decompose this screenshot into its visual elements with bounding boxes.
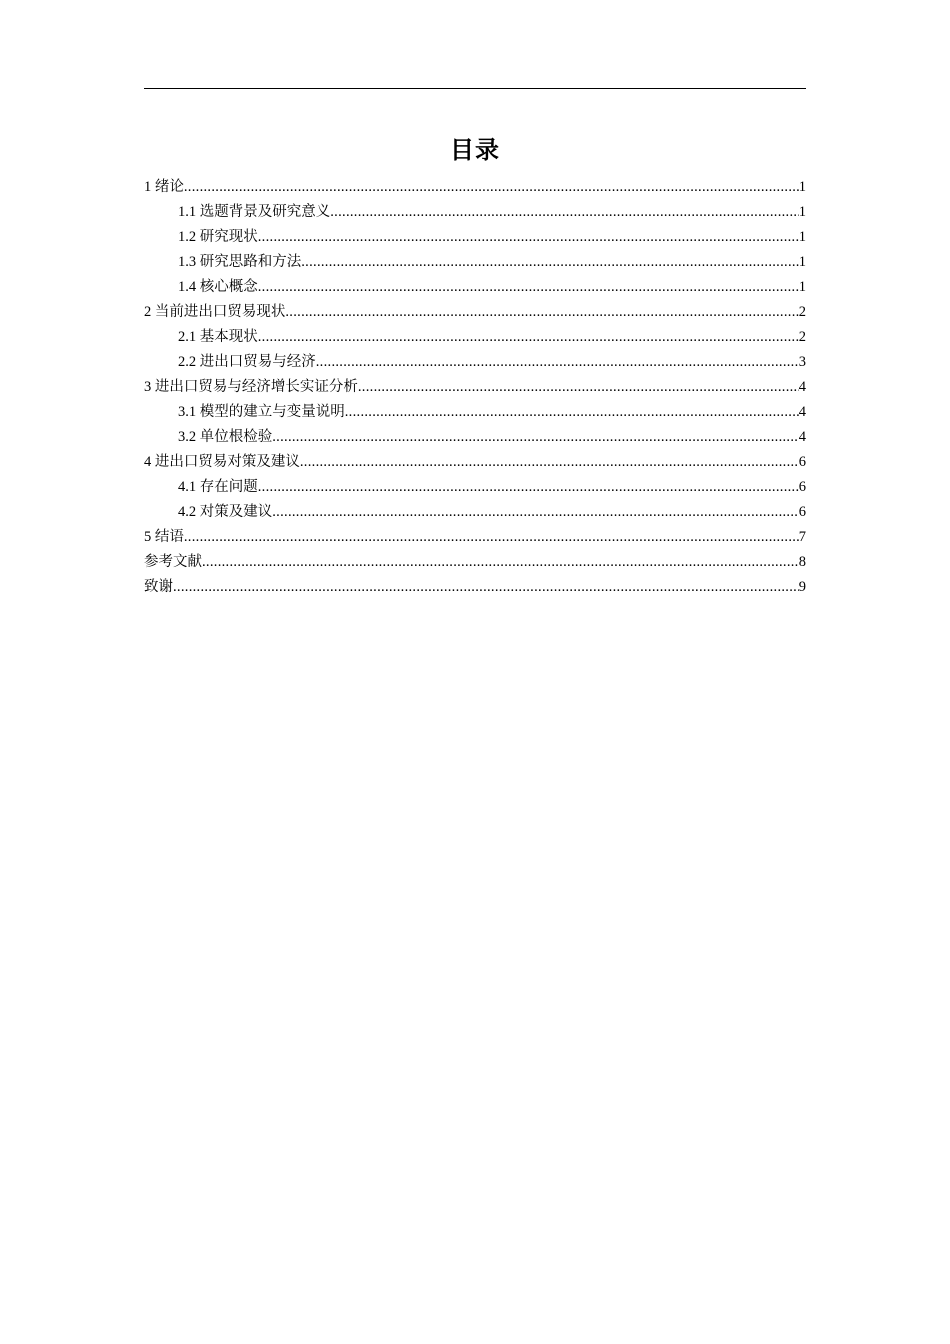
toc-page-number: 3 <box>798 354 806 370</box>
toc-entry-text: 2 当前进出口贸易现状 <box>144 304 286 320</box>
toc-dot-leader <box>272 500 799 525</box>
toc-entry-text: 1.4 核心概念 <box>178 279 258 295</box>
toc-entry-text: 1.1 选题背景及研究意义 <box>178 204 331 220</box>
toc-entry-1-2[interactable] <box>144 225 806 250</box>
toc-entry-text: 3 进出口贸易与经济增长实证分析 <box>144 379 358 395</box>
toc-page-number: 2 <box>798 304 806 320</box>
toc-page-number: 1 <box>798 179 806 195</box>
toc-list <box>144 175 806 600</box>
toc-page-number: 9 <box>798 579 806 595</box>
toc-entry-3[interactable] <box>144 375 806 400</box>
toc-page-number: 6 <box>798 479 806 495</box>
toc-entry-text: 4 进出口贸易对策及建议 <box>144 454 300 470</box>
header-rule <box>144 88 806 89</box>
toc-page-number: 7 <box>798 529 806 545</box>
toc-entry-1[interactable] <box>144 175 806 200</box>
toc-page-number: 1 <box>798 279 806 295</box>
toc-dot-leader <box>258 325 799 350</box>
toc-dot-leader <box>272 425 799 450</box>
toc-dot-leader <box>301 250 799 275</box>
toc-dot-leader <box>345 400 799 425</box>
toc-page-number: 2 <box>798 329 806 345</box>
toc-dot-leader <box>173 575 799 600</box>
toc-entry-text: 1.3 研究思路和方法 <box>178 254 302 270</box>
toc-dot-leader <box>258 475 799 500</box>
toc-page-number: 1 <box>798 204 806 220</box>
toc-dot-leader <box>358 375 799 400</box>
toc-dot-leader <box>258 225 799 250</box>
toc-title: 目录 <box>450 136 500 164</box>
toc-entry-3-2[interactable] <box>144 425 806 450</box>
toc-page-number: 1 <box>798 254 806 270</box>
toc-page-number: 6 <box>798 454 806 470</box>
toc-entry-1-3[interactable] <box>144 250 806 275</box>
toc-dot-leader <box>316 350 799 375</box>
toc-dot-leader <box>202 550 799 575</box>
toc-entry-text: 2.1 基本现状 <box>178 329 258 345</box>
toc-dot-leader <box>184 175 799 200</box>
toc-page-number: 6 <box>798 504 806 520</box>
toc-entry-text: 3.2 单位根检验 <box>178 429 273 445</box>
toc-dot-leader <box>300 450 799 475</box>
toc-page-number: 4 <box>798 404 806 420</box>
toc-entry-acknowledgements[interactable] <box>144 575 806 600</box>
toc-entry-4-1[interactable] <box>144 475 806 500</box>
toc-dot-leader <box>330 200 799 225</box>
toc-entry-1-1[interactable] <box>144 200 806 225</box>
toc-entry-text: 5 结语 <box>144 529 184 545</box>
toc-entry-1-4[interactable] <box>144 275 806 300</box>
toc-entry-text: 1.2 研究现状 <box>178 229 258 245</box>
toc-entry-text: 4.1 存在问题 <box>178 479 258 495</box>
toc-entry-3-1[interactable] <box>144 400 806 425</box>
toc-entry-text: 2.2 进出口贸易与经济 <box>178 354 316 370</box>
toc-entry-text: 3.1 模型的建立与变量说明 <box>178 404 345 420</box>
toc-dot-leader <box>258 275 799 300</box>
toc-entry-5[interactable] <box>144 525 806 550</box>
toc-entry-text: 致谢 <box>144 579 173 595</box>
toc-page-number: 4 <box>798 429 806 445</box>
toc-entry-2-2[interactable] <box>144 350 806 375</box>
toc-entry-4[interactable] <box>144 450 806 475</box>
toc-entry-2-1[interactable] <box>144 325 806 350</box>
toc-dot-leader <box>285 300 798 325</box>
toc-dot-leader <box>184 525 799 550</box>
toc-entry-2[interactable] <box>144 300 806 325</box>
toc-entry-text: 参考文献 <box>144 554 202 570</box>
toc-page-number: 1 <box>798 229 806 245</box>
toc-page-number: 4 <box>798 379 806 395</box>
toc-entry-4-2[interactable] <box>144 500 806 525</box>
toc-entry-text: 4.2 对策及建议 <box>178 504 273 520</box>
toc-entry-references[interactable] <box>144 550 806 575</box>
toc-entry-text: 1 绪论 <box>144 179 184 195</box>
toc-page-number: 8 <box>798 554 806 570</box>
